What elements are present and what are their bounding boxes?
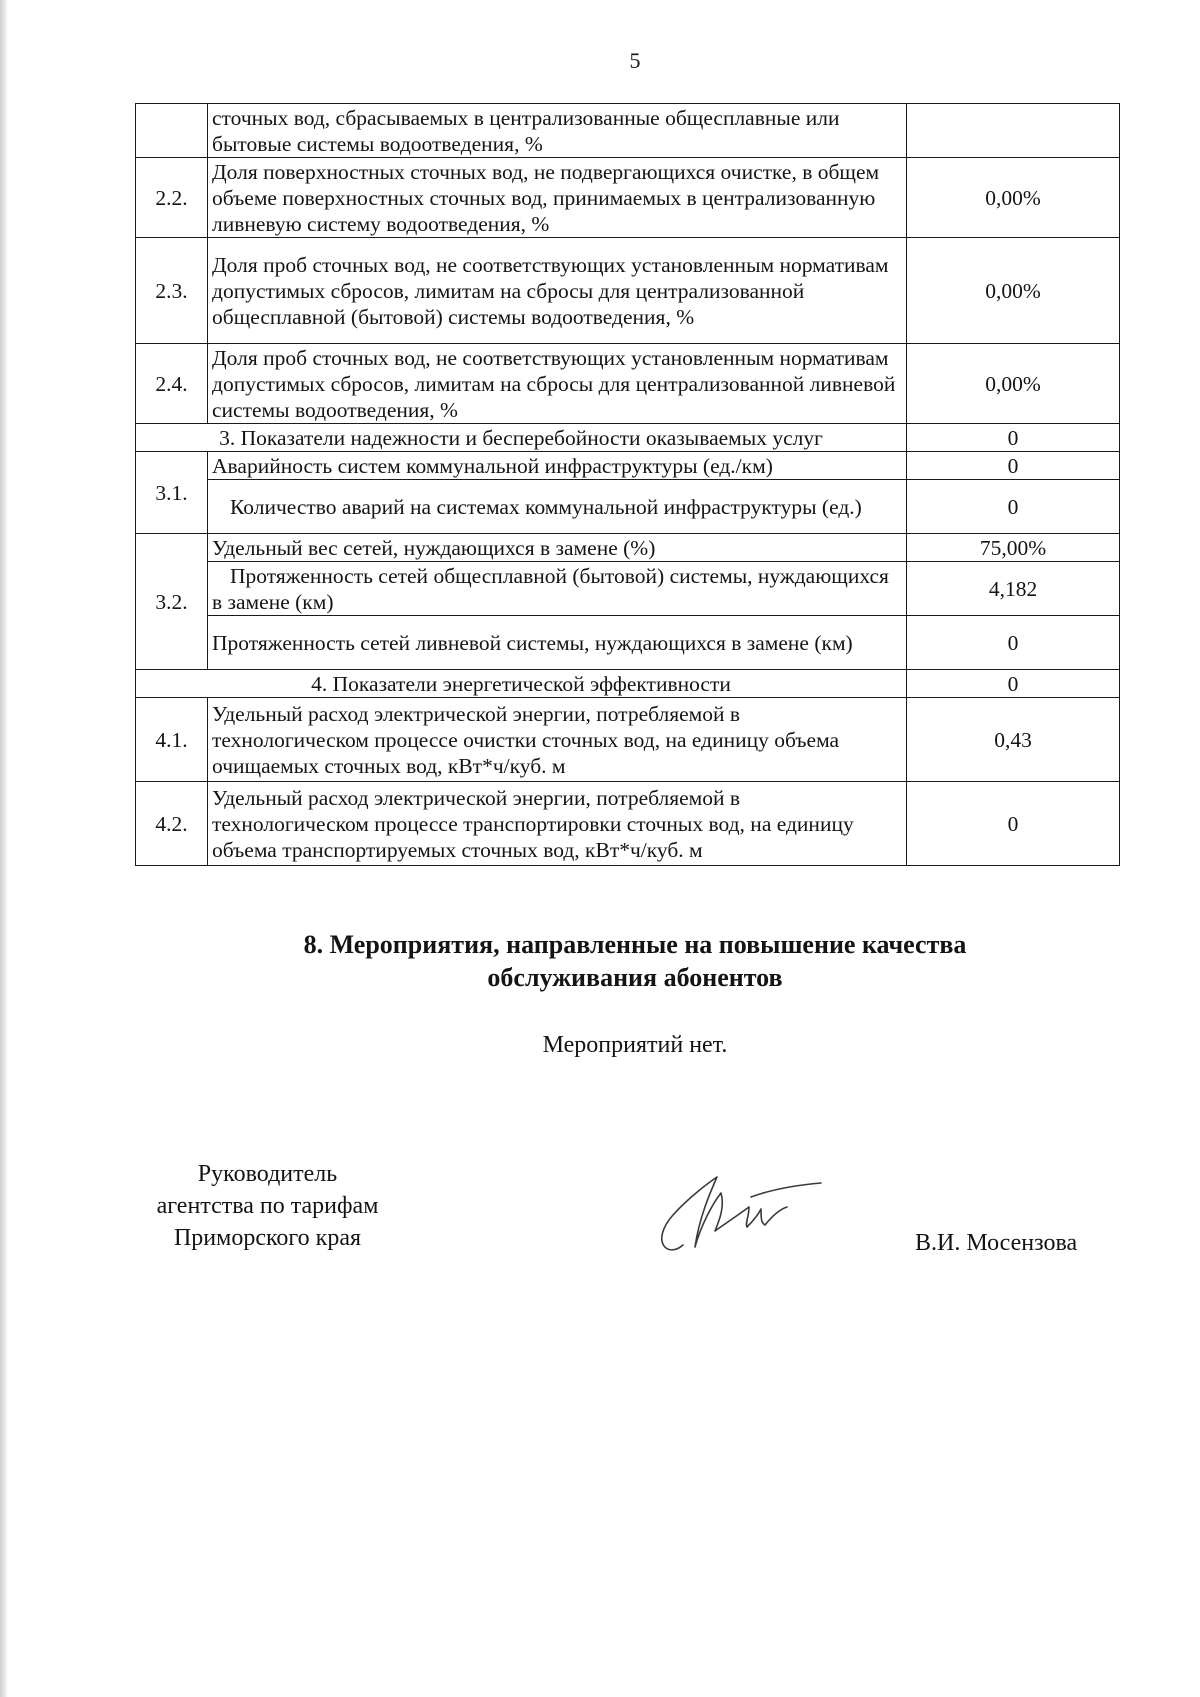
row-value: 0,00% [907, 238, 1120, 344]
row-description: Доля проб сточных вод, не соответствующих установленным нормативам допустимых сбросов, лимитам на сбросы для централизованной общесплавной (бытовой) системы водоотведения, % [208, 238, 907, 344]
row-description: Доля проб сточных вод, не соответствующих установленным нормативам допустимых сбросов, лимитам на сбросы для централизованной ливневой системы водоотведения, % [208, 344, 907, 424]
row-value: 0 [907, 670, 1120, 698]
row-value: 75,00% [907, 534, 1120, 562]
table-category-row [136, 424, 1120, 452]
signer-title [130, 1158, 405, 1254]
table-row [136, 698, 1120, 782]
row-description: Удельный расход электрической энергии, потребляемой в технологическом процессе транспортировки сточных вод, на единицу объема транспортируемых сточных вод, кВт*ч/куб. м [208, 782, 907, 866]
handwritten-signature-icon [645, 1163, 825, 1263]
section-heading [0, 928, 1200, 994]
signer-title-line: Руководитель [197, 1161, 338, 1187]
row-description: Удельный расход электрической энергии, потребляемой в технологическом процессе очистки сточных вод, на единицу объема очищаемых сточных вод, кВт*ч/куб. м [208, 698, 907, 782]
table-row [136, 782, 1120, 866]
row-value [907, 104, 1120, 158]
table-row [136, 158, 1120, 238]
indicators-table [135, 103, 1120, 866]
signer-name: В.И. Мосензова [915, 1230, 1078, 1256]
row-number [136, 104, 208, 158]
row-value: 0 [907, 452, 1120, 480]
page-number: 5 [629, 48, 641, 73]
category-label: 3. Показатели надежности и бесперебойности оказываемых услуг [136, 424, 907, 452]
row-number: 4.2. [136, 782, 208, 866]
row-description: Удельный вес сетей, нуждающихся в замене (%) [208, 534, 907, 562]
category-label: 4. Показатели энергетической эффективности [136, 670, 907, 698]
table-row [136, 452, 1120, 480]
table-category-row [136, 670, 1120, 698]
row-description: Протяженность сетей ливневой системы, нуждающихся в замене (км) [208, 616, 907, 670]
section-heading-line: 8. Мероприятия, направленные на повышение качества [303, 930, 967, 959]
row-number: 3.2. [136, 534, 208, 670]
row-value: 0,00% [907, 158, 1120, 238]
section-heading-line: обслуживания абонентов [487, 963, 783, 992]
row-value: 0 [907, 782, 1120, 866]
row-value: 0 [907, 424, 1120, 452]
row-description: Количество аварий на системах коммунальной инфраструктуры (ед.) [208, 480, 907, 534]
row-value: 0 [907, 480, 1120, 534]
signer-title-line: Приморского края [173, 1225, 362, 1251]
table-row [136, 616, 1120, 670]
row-number: 3.1. [136, 452, 208, 534]
row-value: 4,182 [907, 562, 1120, 616]
row-description: Аварийность систем коммунальной инфраструктуры (ед./км) [208, 452, 907, 480]
table-row [136, 480, 1120, 534]
row-number: 2.4. [136, 344, 208, 424]
row-value: 0,43 [907, 698, 1120, 782]
page-left-edge [0, 0, 7, 1697]
row-number: 4.1. [136, 698, 208, 782]
signer-title-line: агентства по тарифам [156, 1193, 379, 1219]
table-row [136, 344, 1120, 424]
row-description: Протяженность сетей общесплавной (бытовой) системы, нуждающихся в замене (км) [208, 562, 907, 616]
row-number: 2.3. [136, 238, 208, 344]
row-value: 0,00% [907, 344, 1120, 424]
table-row [136, 238, 1120, 344]
table-row [136, 562, 1120, 616]
row-description: Доля поверхностных сточных вод, не подвергающихся очистке, в общем объеме поверхностных сточных вод, принимаемых в централизованную ливневую систему водоотведения, % [208, 158, 907, 238]
section-body: Мероприятий нет. [542, 1032, 728, 1058]
row-value: 0 [907, 616, 1120, 670]
table-row [136, 534, 1120, 562]
table-row [136, 104, 1120, 158]
row-description: сточных вод, сбрасываемых в централизованные общесплавные или бытовые системы водоотведения, % [208, 104, 907, 158]
row-number: 2.2. [136, 158, 208, 238]
